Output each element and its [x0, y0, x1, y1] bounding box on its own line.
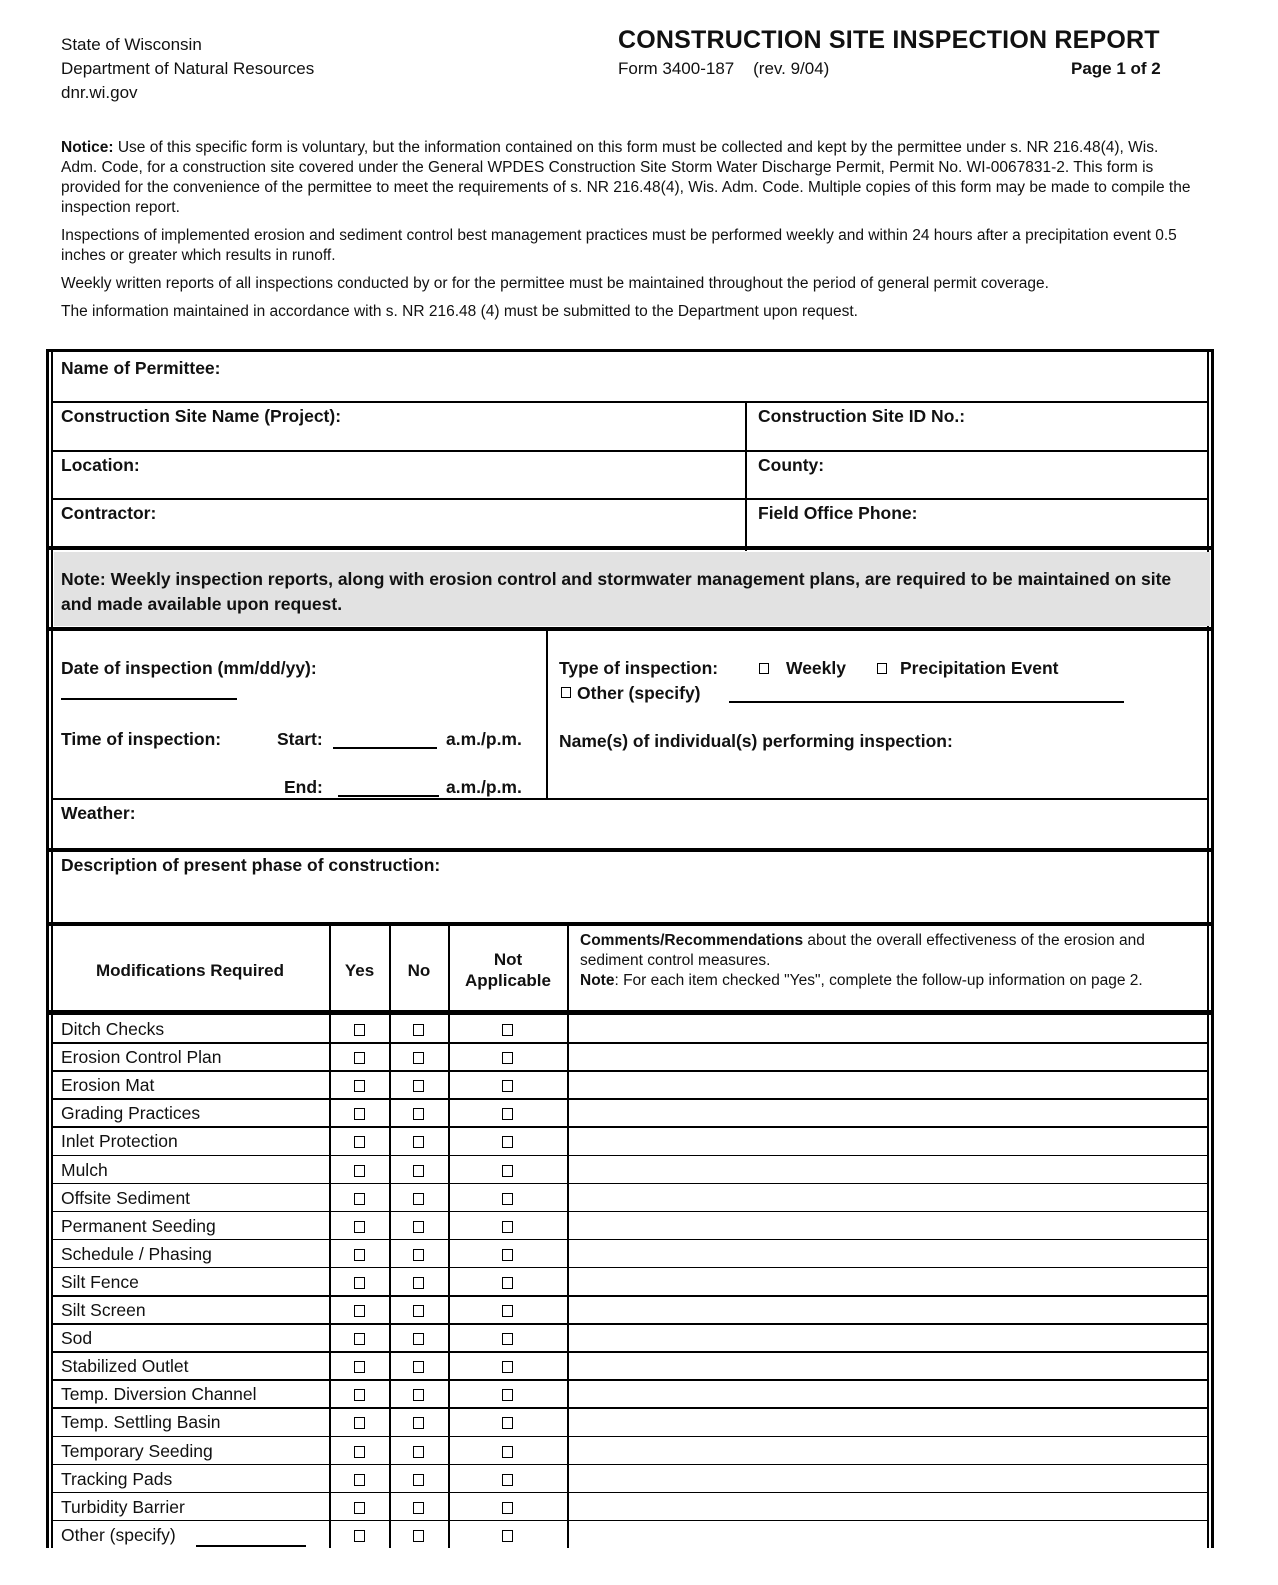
time-label: Time of inspection:: [61, 729, 222, 749]
row-checkbox-yes[interactable]: [354, 1277, 365, 1289]
inner-left-border: [51, 349, 53, 1548]
column-divider: [567, 926, 569, 1548]
row-checkbox-no[interactable]: [413, 1024, 424, 1036]
table-row-label: Silt Screen: [61, 1300, 146, 1320]
table-row-label: Turbidity Barrier: [61, 1496, 185, 1517]
notice-paragraph-4: The information maintained in accordance with s. NR 216.48 (4) must be submitted to the Department upon request.: [61, 303, 858, 320]
row-checkbox-na[interactable]: [502, 1530, 513, 1542]
row-checkbox-na[interactable]: [502, 1193, 513, 1205]
row-checkbox-yes[interactable]: [354, 1530, 365, 1542]
contractor-label: Contractor:: [61, 503, 157, 523]
row-divider: [52, 1126, 1208, 1128]
row-divider: [52, 1098, 1208, 1100]
comments-heading-rest: about the overall effectiveness of the erosion and sediment control measures.: [580, 932, 1145, 969]
other-type-label: Other (specify): [577, 683, 701, 703]
row-divider: [52, 1407, 1208, 1409]
row-checkbox-na[interactable]: [502, 1333, 513, 1345]
row-checkbox-yes[interactable]: [354, 1052, 365, 1064]
row-checkbox-yes[interactable]: [354, 1361, 365, 1373]
section-divider: [46, 922, 1214, 926]
row-divider: [52, 1183, 1208, 1185]
agency-line-website: dnr.wi.gov: [61, 83, 138, 102]
row-divider: [52, 1436, 1208, 1438]
row-divider: [52, 1042, 1208, 1044]
row-checkbox-na[interactable]: [502, 1474, 513, 1486]
inner-right-border: [1207, 349, 1209, 1548]
table-header-divider: [46, 1010, 1214, 1015]
column-divider: [546, 631, 548, 799]
row-checkbox-na[interactable]: [502, 1024, 513, 1036]
row-checkbox-yes[interactable]: [354, 1389, 365, 1401]
table-row-label: Sod: [61, 1328, 93, 1349]
site-id-label: Construction Site ID No.:: [758, 406, 966, 426]
divider: [52, 450, 1208, 452]
form-number: Form 3400-187 (rev. 9/04): [618, 59, 830, 78]
date-label: Date of inspection (mm/dd/yy):: [61, 658, 317, 678]
row-checkbox-no[interactable]: [413, 1277, 424, 1289]
phase-label: Description of present phase of construction:: [61, 855, 441, 875]
weather-label: Weather:: [61, 803, 136, 823]
type-label: Type of inspection:: [559, 658, 719, 678]
table-row-label: Grading Practices: [61, 1103, 201, 1124]
row-divider: [52, 1379, 1208, 1381]
row-checkbox-yes[interactable]: [354, 1024, 365, 1036]
table-row-label: Schedule / Phasing: [61, 1243, 212, 1264]
agency-line-department: Department of Natural Resources: [61, 59, 315, 78]
row-checkbox-no[interactable]: [413, 1389, 424, 1401]
site-note: Note: Weekly inspection reports, along with erosion control and stormwater management plans, are required to be maintained on site and made available upon request.: [61, 569, 1172, 614]
col-header-yes: Yes: [344, 961, 375, 980]
row-checkbox-na[interactable]: [502, 1502, 513, 1514]
row-checkbox-no[interactable]: [413, 1165, 424, 1177]
section-divider: [46, 546, 1214, 550]
row-checkbox-no[interactable]: [413, 1446, 424, 1458]
agency-line-state: State of Wisconsin: [61, 35, 202, 54]
notice-text-1: Use of this specific form is voluntary, but the information contained on this form must be collected and kept by the permittee under s. NR 216.48(4), Wis. Adm. Code, for a construction site covered under the General WPDES Construction Site Storm Water Discharge Permit, Permit No. WI-0067831-2. This form is provided for the convenience of the permittee to meet the requirements of s. NR 216.48(4), Wis. Adm. Code. Multiple copies of this form may be made to compile the inspection report.: [61, 139, 1191, 216]
inspector-names-label: Name(s) of individual(s) performing inspection:: [559, 731, 953, 751]
row-checkbox-na[interactable]: [502, 1080, 513, 1092]
notice-paragraph-2: Inspections of implemented erosion and sediment control best management practices must be performed weekly and within 24 hours after a precipitation event 0.5 inches or greater which results in runoff.: [61, 227, 1177, 264]
column-divider: [329, 926, 331, 1548]
phone-label: Field Office Phone:: [758, 503, 918, 523]
start-label: Start:: [277, 729, 323, 749]
section-divider: [46, 627, 1214, 631]
row-checkbox-yes[interactable]: [354, 1221, 365, 1233]
county-label: County:: [758, 455, 825, 475]
row-checkbox-yes[interactable]: [354, 1446, 365, 1458]
row-checkbox-na[interactable]: [502, 1052, 513, 1064]
weekly-label: Weekly: [786, 658, 846, 678]
start-time-field[interactable]: [333, 747, 437, 749]
row-divider: [52, 1464, 1208, 1466]
row-checkbox-yes[interactable]: [354, 1249, 365, 1261]
end-label: End:: [284, 777, 323, 797]
page-indicator: Page 1 of 2: [1071, 59, 1161, 78]
table-row-label: Silt Fence: [61, 1271, 139, 1292]
row-checkbox-no[interactable]: [413, 1417, 424, 1429]
weekly-checkbox[interactable]: [759, 663, 769, 674]
col-header-comments: [580, 931, 1200, 991]
end-time-field[interactable]: [338, 795, 439, 797]
other-type-field[interactable]: [729, 701, 1124, 703]
end-ampm: a.m./p.m.: [446, 777, 522, 797]
row-checkbox-no[interactable]: [413, 1502, 424, 1514]
row-checkbox-no[interactable]: [413, 1361, 424, 1373]
row-divider: [52, 1295, 1208, 1297]
row-checkbox-no[interactable]: [413, 1333, 424, 1345]
row-divider: [52, 1211, 1208, 1213]
row-checkbox-no[interactable]: [413, 1193, 424, 1205]
table-row-label: Ditch Checks: [61, 1019, 165, 1039]
row-checkbox-na[interactable]: [502, 1136, 513, 1148]
table-row-label: Offsite Sediment: [61, 1187, 191, 1208]
row-checkbox-na[interactable]: [502, 1389, 513, 1401]
notice-label: Notice:: [61, 139, 114, 156]
site-name-label: Construction Site Name (Project):: [61, 406, 342, 426]
row-divider: [52, 1155, 1208, 1157]
row-divider: [52, 1520, 1208, 1522]
row-checkbox-na[interactable]: [502, 1446, 513, 1458]
col-header-modifications: Modifications Required: [96, 961, 284, 980]
page-title: CONSTRUCTION SITE INSPECTION REPORT: [618, 26, 1160, 54]
row-checkbox-na[interactable]: [502, 1165, 513, 1177]
row-checkbox-no[interactable]: [413, 1080, 424, 1092]
precipitation-checkbox[interactable]: [877, 663, 887, 674]
table-row-label: Erosion Mat: [61, 1075, 155, 1096]
row-divider: [52, 1267, 1208, 1269]
table-row-label: Temp. Diversion Channel: [61, 1384, 257, 1405]
row-checkbox-yes[interactable]: [354, 1333, 365, 1345]
row-checkbox-no[interactable]: [413, 1530, 424, 1542]
table-row-label: Temp. Settling Basin: [61, 1412, 221, 1433]
row-checkbox-yes[interactable]: [354, 1417, 365, 1429]
table-row-label: Permanent Seeding: [61, 1215, 216, 1236]
col-header-na-line-2: Applicable: [465, 971, 551, 990]
row-checkbox-na[interactable]: [502, 1221, 513, 1233]
table-row-label: Mulch: [61, 1159, 108, 1180]
row-divider: [52, 1239, 1208, 1241]
row-divider: [52, 1351, 1208, 1353]
row-checkbox-na[interactable]: [502, 1417, 513, 1429]
divider: [52, 798, 1208, 800]
row-checkbox-na[interactable]: [502, 1108, 513, 1120]
start-ampm: a.m./p.m.: [446, 729, 522, 749]
row-divider: [52, 1070, 1208, 1072]
column-divider: [448, 926, 450, 1548]
row-checkbox-na[interactable]: [502, 1249, 513, 1261]
row-checkbox-no[interactable]: [413, 1221, 424, 1233]
comments-note-rest: : For each item checked "Yes", complete the follow-up information on page 2.: [614, 972, 1143, 989]
row-checkbox-yes[interactable]: [354, 1193, 365, 1205]
col-header-na-line-1: Not: [493, 950, 523, 969]
row-divider: [52, 1323, 1208, 1325]
row-checkbox-no[interactable]: [413, 1108, 424, 1120]
table-row-label: Tracking Pads: [61, 1468, 173, 1489]
location-label: Location:: [61, 455, 140, 475]
comments-heading: Comments/Recommendations: [580, 932, 804, 949]
row-checkbox-na[interactable]: [502, 1277, 513, 1289]
notice-paragraph-1: [61, 138, 1191, 218]
column-divider: [745, 401, 747, 551]
divider: [52, 498, 1208, 500]
precipitation-label: Precipitation Event: [900, 658, 1059, 678]
row-checkbox-no[interactable]: [413, 1136, 424, 1148]
row-checkbox-no[interactable]: [413, 1305, 424, 1317]
comments-note-label: Note: [580, 972, 615, 989]
row-checkbox-yes[interactable]: [354, 1136, 365, 1148]
row-checkbox-yes[interactable]: [354, 1502, 365, 1514]
row-divider: [52, 1492, 1208, 1494]
col-header-no: No: [407, 961, 431, 980]
other-type-checkbox[interactable]: [561, 687, 571, 698]
divider: [52, 401, 1208, 403]
row-checkbox-yes[interactable]: [354, 1305, 365, 1317]
table-row-label: Erosion Control Plan: [61, 1047, 222, 1068]
row-checkbox-na[interactable]: [502, 1305, 513, 1317]
row-checkbox-yes[interactable]: [354, 1108, 365, 1120]
notice-block: [61, 138, 1191, 330]
table-row-label: Stabilized Outlet: [61, 1356, 189, 1377]
row-checkbox-no[interactable]: [413, 1052, 424, 1064]
date-field[interactable]: [61, 698, 237, 700]
notice-paragraph-3: Weekly written reports of all inspections conducted by or for the permittee must be maintained throughout the period of general permit coverage.: [61, 275, 1049, 292]
row-checkbox-no[interactable]: [413, 1249, 424, 1261]
row-checkbox-no[interactable]: [413, 1474, 424, 1486]
column-divider: [389, 926, 391, 1548]
table-row-label: Other (specify): [61, 1524, 176, 1545]
table-row-label: Temporary Seeding: [61, 1440, 213, 1461]
row-checkbox-yes[interactable]: [354, 1474, 365, 1486]
other-specify-field[interactable]: [196, 1545, 306, 1547]
agency-block: [61, 33, 314, 105]
col-header-not-applicable: [450, 949, 566, 991]
permittee-label: Name of Permittee:: [61, 358, 221, 378]
row-checkbox-na[interactable]: [502, 1361, 513, 1373]
row-checkbox-yes[interactable]: [354, 1080, 365, 1092]
table-row-label: Inlet Protection: [61, 1131, 178, 1152]
section-divider: [46, 848, 1214, 852]
row-checkbox-yes[interactable]: [354, 1165, 365, 1177]
